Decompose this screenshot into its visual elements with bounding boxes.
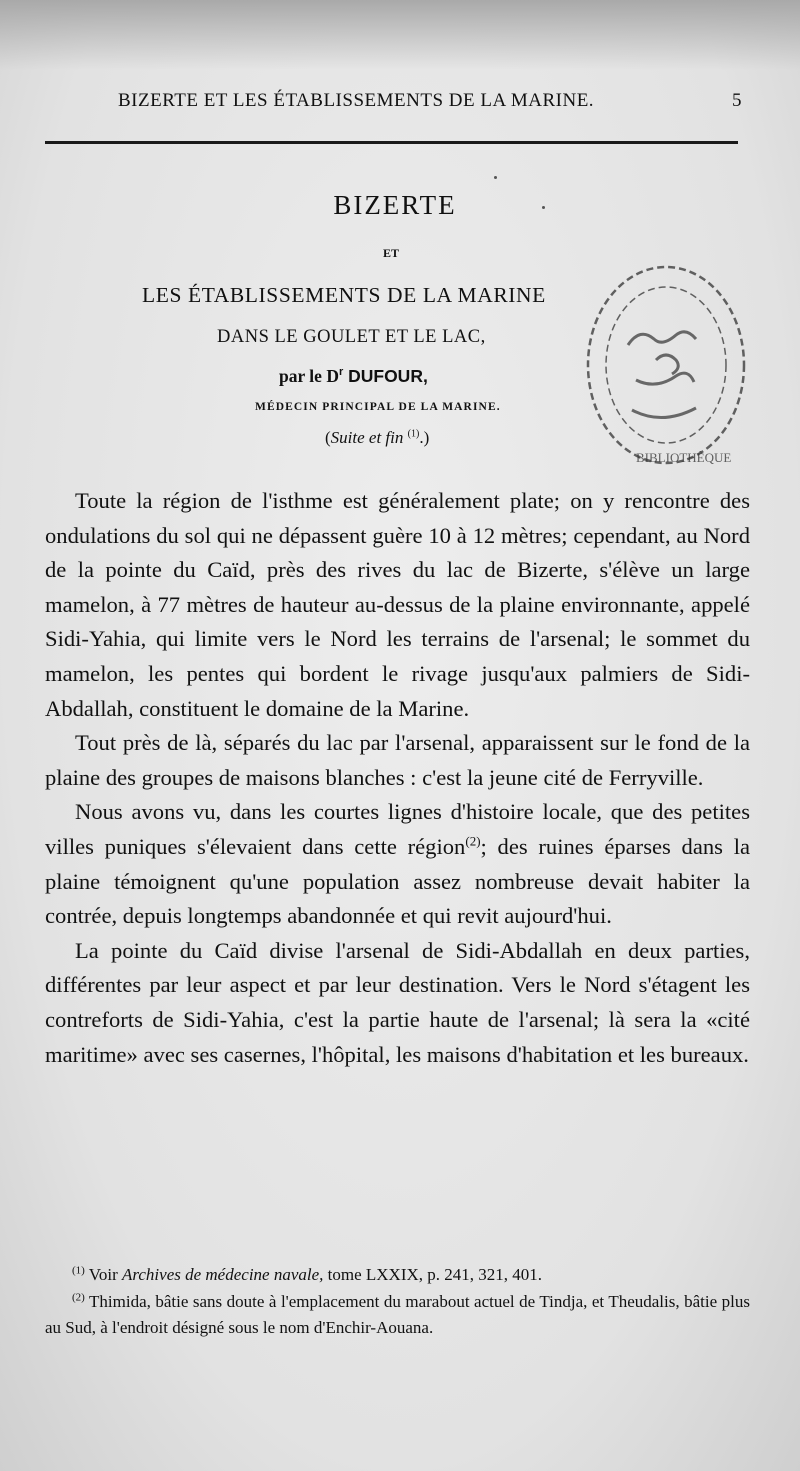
suite-text: Suite et fin	[330, 428, 404, 447]
body-text	[45, 484, 750, 1072]
scan-shadow	[0, 0, 800, 70]
paragraph-4: La pointe du Caïd divise l'arsenal de Sidi-Abdallah en deux parties, différentes par leur aspect et par leur destination. Vers le Nord s'étagent les contreforts de Sidi-Yahia, c'est la partie haute de l'arsenal; là sera la «cité maritime» avec ses casernes, l'hôpital, les maisons d'habitation et les bureaux.	[45, 937, 750, 1067]
subtitle-line-2: DANS LE GOULET ET LE LAC,	[217, 327, 486, 347]
paragraph-1: Toute la région de l'isthme est généralement plate; on y rencontre des ondulations du sol qui ne dépassent guère 10 à 12 mètres; cependant, au Nord de la pointe du Caïd, près des rives du lac de Bizerte, s'élève un large mamelon, à 77 mètres de hauteur au-dessus de la plaine environnante, appelé Sidi-Yahia, qui limite vers le Nord les terrains de l'arsenal; le sommet du mamelon, les pentes qui bordent le rivage jusqu'aux palmiers de Sidi-Abdallah, constituent le domaine de la Marine.	[45, 488, 750, 721]
library-stamp-icon	[566, 250, 756, 475]
paragraph-2: Tout près de là, séparés du lac par l'arsenal, apparaissent sur le fond de la plaine des groupes de maisons blanches : c'est la jeune cité de Ferryville.	[45, 730, 750, 790]
scan-speck	[494, 176, 497, 179]
running-head: BIZERTE ET LES ÉTABLISSEMENTS DE LA MARINE.	[118, 90, 595, 111]
article-title	[0, 190, 800, 221]
footnotes	[45, 1262, 750, 1342]
header-rule	[45, 141, 738, 144]
author-line	[279, 366, 428, 387]
title-connector: ET	[383, 246, 400, 260]
suite-note	[325, 428, 429, 448]
suite-open: (	[325, 428, 331, 447]
footnote-1-rest: tome LXXIX, p. 241, 321, 401.	[323, 1265, 543, 1284]
paragraph-3-text-b: ; des ruines éparses dans la plaine témoignent qu'une population assez nombreuse devait habiter la contrée, depuis longtemps abandonnée et qui revit aujourd'hui.	[45, 833, 750, 929]
footnote-2-text: Thimida, bâtie sans doute à l'emplacement du marabout actuel de Tindja, et Theudalis, bâtie plus au Sud, à l'endroit désigné sous le nom d'Enchir-Aouana.	[45, 1291, 750, 1337]
stamp-text: BIBLIOTHÈQUE	[636, 450, 732, 465]
suite-close: .)	[419, 428, 430, 447]
footnote-2-mark: (2)	[72, 1290, 85, 1303]
footnote-1	[45, 1262, 750, 1289]
footnote-2	[45, 1289, 750, 1342]
footnote-1-lead: Voir	[88, 1265, 123, 1284]
paragraph-3-text-a: Nous avons vu, dans les courtes lignes d'histoire locale, que des petites villes puniques s'élevaient dans cette région	[45, 799, 750, 859]
scan-speck	[542, 206, 545, 209]
footnote-ref-2: (2)	[465, 833, 481, 849]
suite-footnote-ref: (1)	[407, 428, 420, 440]
author-prefix-sup: r	[338, 366, 344, 379]
paragraph-3	[45, 795, 750, 933]
author-role: MÉDECIN PRINCIPAL DE LA MARINE.	[255, 401, 501, 413]
author-prefix: par le D	[279, 366, 339, 386]
subtitle-line-1: LES ÉTABLISSEMENTS DE LA MARINE	[142, 283, 546, 307]
footnote-1-journal: Archives de médecine navale,	[122, 1265, 324, 1284]
footnote-1-mark: (1)	[72, 1264, 85, 1277]
page-number: 5	[732, 90, 742, 111]
article-title-text: BIZERTE	[333, 190, 457, 220]
author-name: DUFOUR,	[348, 366, 428, 386]
